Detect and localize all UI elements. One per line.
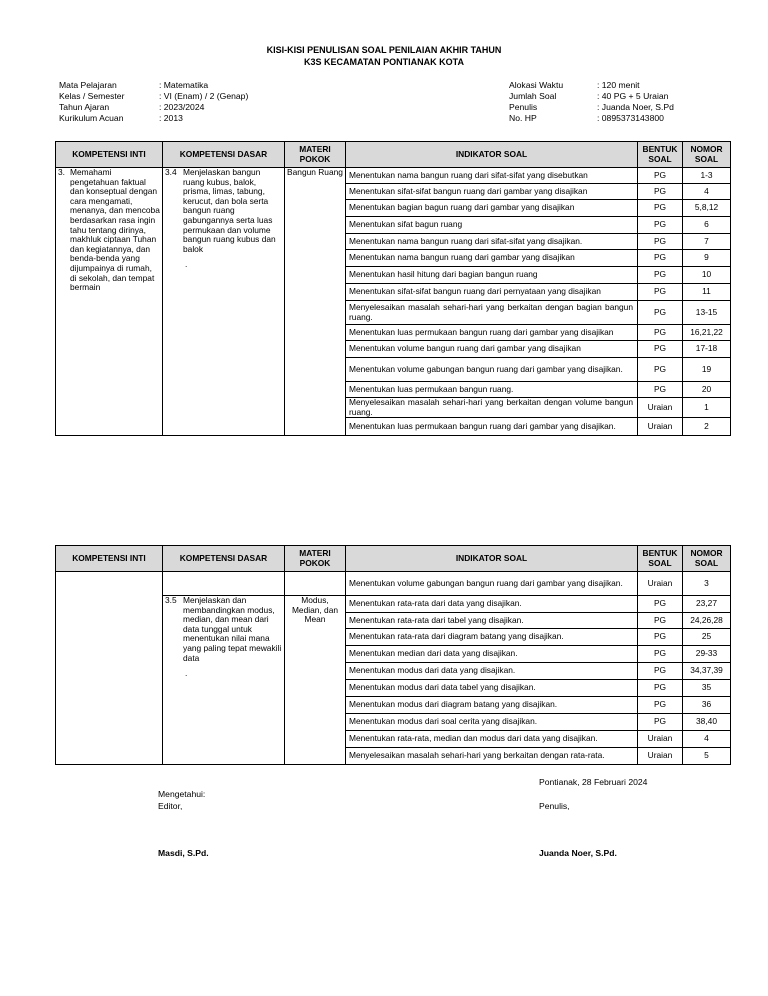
indikator-cell: Menentukan rata-rata, median dan modus dari data yang disajikan. bbox=[346, 731, 638, 748]
meta-value: : Matematika bbox=[159, 80, 209, 90]
nomor-cell: 19 bbox=[683, 358, 731, 382]
meta-left bbox=[59, 80, 248, 124]
bentuk-cell: PG bbox=[638, 250, 683, 267]
header-kompetensi-dasar: KOMPETENSI DASAR bbox=[163, 546, 285, 572]
nomor-cell: 29-33 bbox=[683, 646, 731, 663]
indikator-cell: Menentukan rata-rata dari tabel yang disajikan. bbox=[346, 613, 638, 629]
meta-value: : 2023/2024 bbox=[159, 102, 205, 112]
penulis-name: Juanda Noer, S.Pd. bbox=[539, 848, 617, 858]
indikator-cell: Menentukan luas permukaan bangun ruang. bbox=[346, 382, 638, 398]
penulis-label: Penulis, bbox=[539, 801, 570, 811]
ki-text: Memahami pengetahuan faktual dan konseptual dengan cara mengamati, menanya, dan mencoba berdasarkan rasa ingin tahu tentang dirinya, makhluk ciptaan Tuhan dan kegiatannya, dan benda-benda yang dijumpainya di rumah, di sekolah, dan tempat bermain bbox=[70, 167, 160, 293]
bentuk-cell: PG bbox=[638, 168, 683, 184]
bentuk-cell: PG bbox=[638, 382, 683, 398]
kompetensi-dasar-cell bbox=[163, 596, 285, 765]
meta-row bbox=[59, 102, 248, 113]
meta-label: Penulis bbox=[509, 102, 538, 112]
kompetensi-dasar-cell bbox=[163, 168, 285, 436]
nomor-cell: 24,26,28 bbox=[683, 613, 731, 629]
place-date: Pontianak, 28 Februari 2024 bbox=[539, 777, 648, 787]
bentuk-cell: PG bbox=[638, 217, 683, 234]
bentuk-cell: PG bbox=[638, 613, 683, 629]
bentuk-cell: PG bbox=[638, 714, 683, 731]
meta-label: No. HP bbox=[509, 113, 537, 123]
materi-text: Modus, Median, dan Mean bbox=[291, 595, 339, 625]
nomor-cell: 17-18 bbox=[683, 341, 731, 358]
bentuk-cell: PG bbox=[638, 358, 683, 382]
bentuk-cell: PG bbox=[638, 301, 683, 325]
bentuk-cell: Uraian bbox=[638, 731, 683, 748]
nomor-cell: 38,40 bbox=[683, 714, 731, 731]
header-kompetensi-dasar: KOMPETENSI DASAR bbox=[163, 142, 285, 168]
bentuk-cell: PG bbox=[638, 646, 683, 663]
nomor-cell: 36 bbox=[683, 697, 731, 714]
indikator-cell: Menentukan modus dari data yang disajikan. bbox=[346, 663, 638, 680]
meta-right bbox=[509, 80, 674, 124]
meta-label: Tahun Ajaran bbox=[59, 102, 110, 112]
nomor-cell: 4 bbox=[683, 184, 731, 200]
indikator-cell: Menentukan volume bangun ruang dari gambar yang disajikan bbox=[346, 341, 638, 358]
nomor-cell: 5 bbox=[683, 748, 731, 765]
indikator-cell: Menentukan bagian bagun ruang dari gambar yang disajikan bbox=[346, 200, 638, 217]
meta-row bbox=[59, 91, 248, 102]
kd-number: 3.5 bbox=[165, 595, 177, 605]
bentuk-cell: Uraian bbox=[638, 572, 683, 596]
meta-value: : 40 PG + 5 Uraian bbox=[597, 91, 669, 101]
bentuk-cell: PG bbox=[638, 596, 683, 613]
nomor-cell: 25 bbox=[683, 629, 731, 646]
meta-label: Alokasi Waktu bbox=[509, 80, 564, 90]
indikator-cell: Menentukan modus dari data tabel yang disajikan. bbox=[346, 680, 638, 697]
table-header-row bbox=[56, 546, 731, 572]
kisi-table-2 bbox=[55, 545, 731, 765]
indikator-cell: Menentukan nama bangun ruang dari sifat-sifat yang disajikan. bbox=[346, 234, 638, 250]
nomor-cell: 6 bbox=[683, 217, 731, 234]
bentuk-cell: PG bbox=[638, 629, 683, 646]
kisi-table-1 bbox=[55, 141, 731, 436]
nomor-cell: 2 bbox=[683, 418, 731, 436]
header-nomor-soal: NOMOR SOAL bbox=[683, 142, 731, 168]
kompetensi-inti-cell bbox=[56, 572, 163, 765]
bentuk-cell: Uraian bbox=[638, 398, 683, 418]
bentuk-cell: PG bbox=[638, 325, 683, 341]
meta-value: : Juanda Noer, S.Pd bbox=[597, 102, 674, 112]
meta-row bbox=[59, 80, 248, 91]
nomor-cell: 23,27 bbox=[683, 596, 731, 613]
bentuk-cell: PG bbox=[638, 200, 683, 217]
materi-pokok-cell bbox=[285, 168, 346, 436]
indikator-cell: Menentukan rata-rata dari data yang disajikan. bbox=[346, 596, 638, 613]
indikator-cell: Menentukan modus dari diagram batang yang disajikan. bbox=[346, 697, 638, 714]
kompetensi-inti-cell bbox=[56, 168, 163, 436]
editor-label: Editor, bbox=[158, 801, 183, 811]
nomor-cell: 35 bbox=[683, 680, 731, 697]
kd-number: 3.4 bbox=[165, 167, 177, 177]
ki-number: 3. bbox=[58, 167, 65, 177]
materi-pokok-cell bbox=[285, 572, 346, 596]
bentuk-cell: PG bbox=[638, 184, 683, 200]
meta-row bbox=[59, 113, 248, 124]
indikator-cell: Menentukan luas permukaan bangun ruang dari gambar yang disajikan bbox=[346, 325, 638, 341]
nomor-cell: 20 bbox=[683, 382, 731, 398]
indikator-cell: Menentukan rata-rata dari diagram batang yang disajikan. bbox=[346, 629, 638, 646]
bentuk-cell: PG bbox=[638, 341, 683, 358]
indikator-cell: Menentukan nama bangun ruang dari gambar yang disajikan bbox=[346, 250, 638, 267]
indikator-cell: Menyelesaikan masalah sehari-hari yang berkaitan dengan bagian bangun ruang. bbox=[346, 301, 638, 325]
bentuk-cell: PG bbox=[638, 680, 683, 697]
table-row bbox=[56, 168, 731, 184]
kompetensi-dasar-cell bbox=[163, 572, 285, 596]
header-bentuk-soal: BENTUK SOAL bbox=[638, 142, 683, 168]
nomor-cell: 16,21,22 bbox=[683, 325, 731, 341]
header-bentuk-soal: BENTUK SOAL bbox=[638, 546, 683, 572]
meta-value: : 2013 bbox=[159, 113, 183, 123]
header-kompetensi-inti: KOMPETENSI INTI bbox=[56, 142, 163, 168]
meta-value: : 0895373143800 bbox=[597, 113, 664, 123]
indikator-cell: Menentukan median dari data yang disajikan. bbox=[346, 646, 638, 663]
bentuk-cell: PG bbox=[638, 234, 683, 250]
nomor-cell: 34,37,39 bbox=[683, 663, 731, 680]
mengetahui-label: Mengetahui: bbox=[158, 789, 206, 799]
meta-label: Kurikulum Acuan bbox=[59, 113, 124, 123]
indikator-cell: Menentukan sifat-sifat bangun ruang dari pernyataan yang disajikan bbox=[346, 284, 638, 301]
materi-pokok-cell bbox=[285, 596, 346, 765]
indikator-cell: Menyelesaikan masalah sehari-hari yang berkaitan dengan rata-rata. bbox=[346, 748, 638, 765]
nomor-cell: 13-15 bbox=[683, 301, 731, 325]
header-indikator-soal: INDIKATOR SOAL bbox=[346, 142, 638, 168]
nomor-cell: 1 bbox=[683, 398, 731, 418]
meta-label: Mata Pelajaran bbox=[59, 80, 117, 90]
header-materi-pokok: MATERI POKOK bbox=[285, 142, 346, 168]
document-subtitle: K3S KECAMATAN PONTIANAK KOTA bbox=[304, 57, 464, 67]
meta-row bbox=[509, 113, 674, 124]
kd-dot: . bbox=[185, 668, 188, 679]
meta-row bbox=[509, 102, 674, 113]
header-kompetensi-inti: KOMPETENSI INTI bbox=[56, 546, 163, 572]
bentuk-cell: PG bbox=[638, 663, 683, 680]
indikator-cell: Menentukan volume gabungan bangun ruang dari gambar yang disajikan. bbox=[346, 358, 638, 382]
nomor-cell: 11 bbox=[683, 284, 731, 301]
header-indikator-soal: INDIKATOR SOAL bbox=[346, 546, 638, 572]
meta-label: Jumlah Soal bbox=[509, 91, 557, 101]
bentuk-cell: PG bbox=[638, 267, 683, 284]
indikator-cell: Menentukan sifat-sifat bangun ruang dari gambar yang disajikan bbox=[346, 184, 638, 200]
materi-text: Bangun Ruang bbox=[287, 167, 343, 177]
kd-dot: . bbox=[185, 259, 188, 270]
nomor-cell: 3 bbox=[683, 572, 731, 596]
nomor-cell: 9 bbox=[683, 250, 731, 267]
nomor-cell: 10 bbox=[683, 267, 731, 284]
indikator-cell: Menentukan volume gabungan bangun ruang dari gambar yang disajikan. bbox=[346, 572, 638, 596]
indikator-cell: Menentukan modus dari soal cerita yang disajikan. bbox=[346, 714, 638, 731]
table-header-row bbox=[56, 142, 731, 168]
header-nomor-soal: NOMOR SOAL bbox=[683, 546, 731, 572]
meta-row bbox=[509, 91, 674, 102]
bentuk-cell: PG bbox=[638, 697, 683, 714]
bentuk-cell: Uraian bbox=[638, 748, 683, 765]
nomor-cell: 1-3 bbox=[683, 168, 731, 184]
kd-text: Menjelaskan dan membandingkan modus, median, dan mean dari data tunggal untuk menentukan nilai mana yang paling tepat mewakili data bbox=[183, 595, 282, 663]
nomor-cell: 5,8,12 bbox=[683, 200, 731, 217]
nomor-cell: 4 bbox=[683, 731, 731, 748]
header-materi-pokok: MATERI POKOK bbox=[285, 546, 346, 572]
nomor-cell: 7 bbox=[683, 234, 731, 250]
meta-row bbox=[509, 80, 674, 91]
bentuk-cell: Uraian bbox=[638, 418, 683, 436]
indikator-cell: Menyelesaikan masalah sehari-hari yang berkaitan dengan volume bangun ruang. bbox=[346, 398, 638, 418]
kd-text: Menjelaskan bangun ruang kubus, balok, prisma, limas, tabung, kerucut, dan bola serta bangun ruang gabungannya serta luas permukaan dan volume bangun ruang kubus dan balok bbox=[183, 167, 276, 254]
indikator-cell: Menentukan hasil hitung dari bagian bangun ruang bbox=[346, 267, 638, 284]
indikator-cell: Menentukan sifat bagun ruang bbox=[346, 217, 638, 234]
indikator-cell: Menentukan nama bangun ruang dari sifat-sifat yang disebutkan bbox=[346, 168, 638, 184]
editor-name: Masdi, S.Pd. bbox=[158, 848, 209, 858]
indikator-cell: Menentukan luas permukaan bangun ruang dari gambar yang disajikan. bbox=[346, 418, 638, 436]
meta-value: : 120 menit bbox=[597, 80, 640, 90]
document-title: KISI-KISI PENULISAN SOAL PENILAIAN AKHIR TAHUN bbox=[266, 45, 502, 55]
meta-value: : VI (Enam) / 2 (Genap) bbox=[159, 91, 249, 101]
table-row bbox=[56, 572, 731, 596]
meta-label: Kelas / Semester bbox=[59, 91, 125, 101]
bentuk-cell: PG bbox=[638, 284, 683, 301]
